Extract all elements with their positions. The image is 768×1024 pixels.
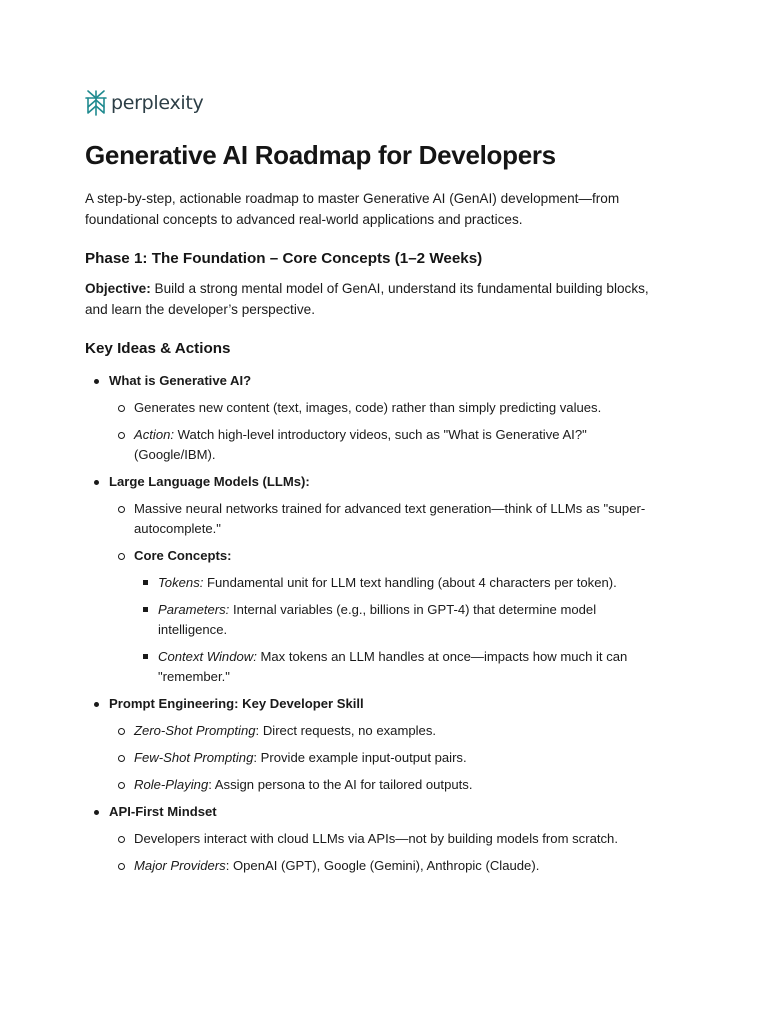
sub-item-text: : OpenAI (GPT), Google (Gemini), Anthropic (Claude). [225,858,540,873]
sub-item-label: Zero-Shot Prompting [134,723,256,738]
sub-list-item [109,721,668,741]
item-title: API-First Mindset [109,804,217,819]
list-item [85,802,668,876]
logo-text: perplexity [111,92,204,114]
nested-item-text: Max tokens an LLM handles at once—impacts how much it can "remember." [158,649,628,684]
sub-item-text: Massive neural networks trained for advanced text generation—think of LLMs as "super-autocomplete." [134,501,646,536]
document-title: Generative AI Roadmap for Developers [85,140,556,170]
sub-item-label: Few-Shot Prompting [134,750,254,765]
intro-paragraph: A step-by-step, actionable roadmap to master Generative AI (GenAI) development—from foundational concepts to advanced real-world applications and practices. [85,191,620,227]
phase-heading: Phase 1: The Foundation – Core Concepts (1–2 Weeks) [85,250,483,267]
key-ideas-heading: Key Ideas & Actions [85,340,231,357]
sub-list [109,829,668,876]
sub-list-item [109,856,668,876]
nested-list-item [134,600,668,640]
sub-list [109,721,668,795]
nested-list [134,573,668,687]
nested-item-label: Context Window: [158,649,257,664]
sub-list-item [109,425,668,465]
sub-list [109,499,668,687]
objective-text: Build a strong mental model of GenAI, understand its fundamental building blocks, and learn the developer’s perspective. [85,281,649,317]
sub-item-text: : Direct requests, no examples. [255,723,437,738]
nested-list-item [134,573,668,593]
sub-list-item [109,499,668,539]
nested-item-text: Fundamental unit for LLM text handling (about 4 characters per token). [203,575,617,590]
sub-list [109,398,668,465]
nested-item-text: Internal variables (e.g., billions in GPT-4) that determine model intelligence. [158,602,597,637]
sub-item-title: Core Concepts: [134,548,232,563]
nested-item-label: Tokens: [158,575,204,590]
objective-label: Objective: [85,281,151,296]
sub-item-text: Developers interact with cloud LLMs via APIs—not by building models from scratch. [134,831,618,846]
list-item [85,472,668,687]
sub-item-label: Major Providers [134,858,226,873]
list-item [85,371,668,465]
list-item [85,694,668,795]
sub-list-item [109,748,668,768]
sub-item-text: : Provide example input-output pairs. [253,750,467,765]
item-title: Large Language Models (LLMs): [109,474,310,489]
nested-list-item [134,647,668,687]
sub-list-item [109,546,668,687]
perplexity-logo [85,88,668,118]
item-title: Prompt Engineering: Key Developer Skill [109,696,364,711]
sub-item-text: : Assign persona to the AI for tailored outputs. [208,777,473,792]
sub-list-item [109,829,668,849]
key-ideas-list [85,371,668,876]
sub-item-text: Generates new content (text, images, code) rather than simply predicting values. [134,400,602,415]
sub-item-label: Role-Playing [134,777,209,792]
objective-paragraph [85,278,668,320]
sub-item-label: Action: [134,427,175,442]
item-title: What is Generative AI? [109,373,252,388]
nested-item-label: Parameters: [158,602,230,617]
sub-list-item [109,398,668,418]
sub-item-text: Watch high-level introductory videos, such as "What is Generative AI?" (Google/IBM). [134,427,587,462]
perplexity-logo-icon [85,90,107,116]
sub-list-item [109,775,668,795]
